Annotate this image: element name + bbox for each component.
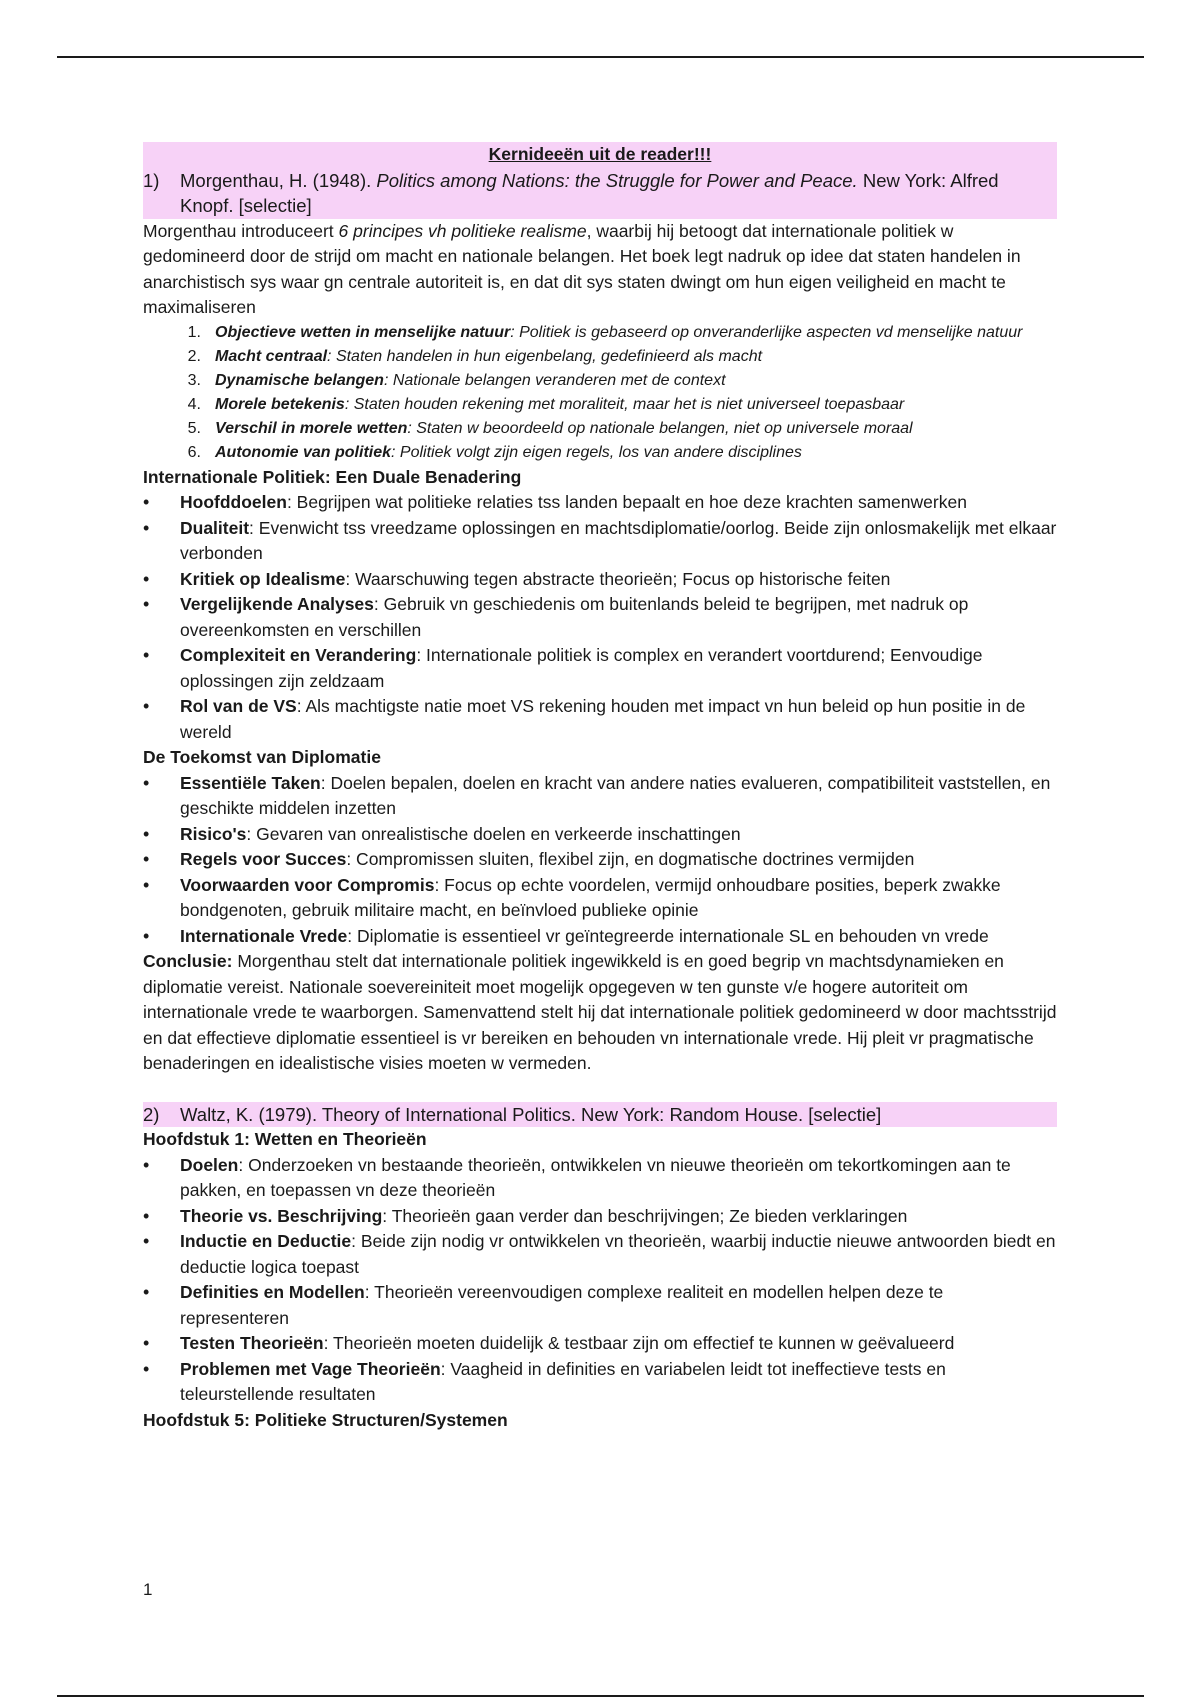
principle-text: : Politiek volgt zijn eigen regels, los van andere disciplines — [391, 443, 802, 461]
bullet-icon: • — [143, 517, 150, 538]
bullet-term: Dualiteit — [180, 517, 250, 538]
bullet-term: Internationale Vrede — [180, 925, 348, 946]
principle-term: Objectieve wetten in menselijke natuur — [215, 323, 511, 341]
section-1-number: 1) — [143, 169, 160, 191]
principle-text: : Staten houden rekening met moraliteit, maar het is niet universeel toepasbaar — [344, 395, 905, 413]
bullet-text: : Evenwicht tss vreedzame oplossingen en machtsdiplomatie/oorlog. Beide zijn onlosmakelijk met elkaar verbonden — [180, 517, 1057, 563]
conclusion-text: Morgenthau stelt dat internationale politiek ingewikkeld is en goed begrip vn machtsdynamieken en diplomatie vereist. Nationale soevereiniteit moet mogelijk opgegeven w ten gunste v/e hogere autoriteit om internationale vrede te waarborgen. Samenvattend stelt hij dat internationale politiek gedomineerd w door machtsstrijd en dat effectieve diplomatie essentieel is vr bereiken en behouden vn internationale vrede. Hij pleit vr pragmatische benaderingen en idealistische visies moeten w vermeden. — [143, 951, 1057, 1073]
bullet-term: Risico's — [180, 823, 247, 844]
footer-rule — [57, 1695, 1144, 1697]
document-title: Kernideeën uit de reader!!! — [143, 142, 1057, 168]
page-number: 1 — [143, 1580, 153, 1599]
section-1-reference — [143, 168, 1057, 219]
list-item — [143, 1280, 1057, 1331]
bullet-icon: • — [143, 874, 150, 895]
bullet-text: : Internationale politiek is complex en verandert voortdurend; Eenvoudige oplossingen zijn zeldzaam — [180, 645, 983, 691]
bullet-term: Essentiële Taken — [180, 772, 321, 793]
bullet-term: Kritiek op Idealisme — [180, 568, 346, 589]
bullet-icon: • — [143, 1282, 150, 1302]
principle-text: : Politiek is gebaseerd op onveranderlijke aspecten vd menselijke natuur — [510, 323, 1023, 341]
list-item — [143, 516, 1057, 567]
bullet-term: Inductie en Deductie — [180, 1231, 352, 1251]
bullet-icon: • — [143, 492, 150, 512]
bullet-text: : Vaagheid in definities en variabelen leidt tot ineffectieve tests en teleurstellende resultaten — [180, 1358, 946, 1404]
bullet-term: Theorie vs. Beschrijving — [180, 1205, 383, 1226]
document-page — [143, 142, 1057, 1433]
bullet-term: Doelen — [180, 1154, 239, 1175]
principle-item — [143, 369, 1057, 393]
subheading-laws-theories: Hoofdstuk 1: Wetten en Theorieën — [143, 1129, 427, 1149]
bullet-term: Vergelijkende Analyses — [180, 594, 374, 614]
principle-text: : Staten handelen in hun eigenbelang, gedefinieerd als macht — [327, 347, 763, 365]
bullet-text: : Focus op echte voordelen, vermijd onhoudbare posities, beperk zwakke bondgenoten, gebruik militaire macht, en beïnvloed publieke opinie — [180, 874, 1001, 920]
list-item — [143, 1331, 1057, 1357]
bullet-term: Voorwaarden voor Compromis — [180, 874, 435, 895]
bullet-icon: • — [143, 1205, 150, 1226]
bullet-term: Hoofddoelen — [180, 492, 287, 512]
bullet-text: : Beide zijn nodig vr ontwikkelen vn theorieën, waarbij inductie nieuwe antwoorden biedt en deductie logica toepast — [180, 1231, 1056, 1277]
bullet-icon: • — [143, 645, 150, 665]
bullet-term: Testen Theorieën — [180, 1333, 324, 1353]
section-2-reference — [143, 1102, 1057, 1128]
principle-item — [143, 321, 1057, 345]
bullet-icon: • — [143, 772, 150, 793]
principle-item — [143, 417, 1057, 441]
list-item — [143, 1357, 1057, 1408]
section-2-ref-text: Waltz, K. (1979). Theory of International Politics. New York: Random House. [selectie] — [180, 1103, 882, 1125]
principle-term: Dynamische belangen — [215, 371, 384, 389]
bullet-icon: • — [143, 594, 150, 614]
bullet-text: : Theorieën vereenvoudigen complexe realiteit en modellen helpen deze te representeren — [180, 1282, 944, 1328]
list-item — [143, 924, 1057, 950]
principle-number: 6. — [187, 443, 201, 461]
bullet-term: Regels voor Succes — [180, 849, 347, 869]
list-item — [143, 592, 1057, 643]
bullet-icon: • — [143, 823, 150, 844]
bullet-text: : Compromissen sluiten, flexibel zijn, en dogmatische doctrines vermijden — [346, 849, 915, 869]
conclusion-label: Conclusie: — [143, 951, 233, 971]
bullet-icon: • — [143, 1154, 150, 1175]
bullet-text: : Als machtigste natie moet VS rekening houden met impact vn hun beleid op hun positie in de wereld — [180, 696, 1026, 742]
bullet-text: : Begrijpen wat politieke relaties tss landen bepaalt en hoe deze krachten samenwerken — [286, 492, 967, 512]
principle-text: : Staten w beoordeeld op nationale belangen, niet op universele moraal — [407, 419, 913, 437]
bullet-icon: • — [143, 696, 150, 716]
conclusion-paragraph — [143, 949, 1057, 1077]
header-rule — [57, 56, 1144, 58]
section-2-number: 2) — [143, 1103, 160, 1125]
principle-item — [143, 393, 1057, 417]
bullet-icon: • — [143, 568, 150, 589]
section-1-intro: Morgenthau introduceert 6 principes vh politieke realisme, waarbij hij betoogt dat internationale politiek w gedomineerd door de strijd om macht en nationale belangen. Het boek legt nadruk op idee dat staten handelen in anarchistisch sys waar gn centrale autoriteit is, en dat dit sys staten dwingt om hun eigen veiligheid en macht te maximaliseren — [143, 220, 1021, 317]
subheading-dual-approach: Internationale Politiek: Een Duale Benadering — [143, 466, 522, 487]
bullet-list-laws-theories — [143, 1153, 1057, 1408]
subheading-diplomacy: De Toekomst van Diplomatie — [143, 747, 381, 767]
principle-number: 2. — [187, 347, 201, 365]
bullet-term: Definities en Modellen — [180, 1282, 365, 1302]
bullet-text: : Diplomatie is essentieel vr geïntegreerde internationale SL en behouden vn vrede — [347, 925, 989, 946]
list-item — [143, 1204, 1057, 1230]
principle-item — [143, 345, 1057, 369]
principle-text: : Nationale belangen veranderen met de context — [383, 371, 726, 389]
bullet-text: : Onderzoeken vn bestaande theorieën, ontwikkelen vn nieuwe theorieën om tekortkomingen aan te pakken, en toepassen vn deze theorieën — [180, 1154, 1011, 1200]
bullet-icon: • — [143, 1358, 150, 1379]
principle-number: 4. — [187, 395, 201, 413]
bullet-term: Problemen met Vage Theorieën — [180, 1358, 441, 1379]
principles-list — [143, 321, 1057, 465]
ref-author: Morgenthau, H. (1948). — [180, 169, 377, 191]
principle-term: Macht centraal — [215, 347, 328, 365]
bullet-text: : Gevaren van onrealistische doelen en verkeerde inschattingen — [246, 823, 741, 844]
principle-item — [143, 441, 1057, 465]
list-item — [143, 1229, 1057, 1280]
list-item — [143, 643, 1057, 694]
bullet-text: : Gebruik vn geschiedenis om buitenlands beleid te begrijpen, met nadruk op overeenkomsten en verschillen — [180, 594, 969, 640]
list-item — [143, 567, 1057, 593]
bullet-icon: • — [143, 925, 150, 946]
bullet-list-dual-approach — [143, 490, 1057, 745]
ref-publisher: New York: Alfred Knopf. [selectie] — [180, 169, 999, 216]
principle-number: 1. — [187, 323, 201, 341]
list-item — [143, 847, 1057, 873]
principle-number: 5. — [187, 419, 201, 437]
bullet-text: : Theorieën moeten duidelijk & testbaar zijn om effectief te kunnen w geëvalueerd — [323, 1333, 955, 1353]
principle-term: Morele betekenis — [215, 395, 345, 413]
bullet-icon: • — [143, 849, 150, 869]
bullet-term: Complexiteit en Verandering — [180, 645, 417, 665]
list-item — [143, 1153, 1057, 1204]
principle-term: Verschil in morele wetten — [215, 419, 408, 437]
ref-title: Politics among Nations: the Struggle for Power and Peace. — [376, 169, 858, 191]
bullet-term: Rol van de VS — [180, 696, 297, 716]
list-item — [143, 822, 1057, 848]
bullet-icon: • — [143, 1333, 150, 1353]
subheading-political-structures: Hoofdstuk 5: Politieke Structuren/Systemen — [143, 1409, 508, 1430]
list-item — [143, 873, 1057, 924]
bullet-text: : Theorieën gaan verder dan beschrijvingen; Ze bieden verklaringen — [382, 1205, 908, 1226]
principle-number: 3. — [187, 371, 201, 389]
list-item — [143, 490, 1057, 516]
principle-term: Autonomie van politiek — [215, 443, 392, 461]
bullet-icon: • — [143, 1231, 150, 1251]
bullet-text: : Doelen bepalen, doelen en kracht van andere naties evalueren, compatibiliteit vaststellen, en geschikte middelen inzetten — [180, 772, 1051, 818]
bullet-list-diplomacy — [143, 771, 1057, 950]
list-item — [143, 771, 1057, 822]
bullet-text: : Waarschuwing tegen abstracte theorieën; Focus op historische feiten — [345, 568, 891, 589]
list-item — [143, 694, 1057, 745]
